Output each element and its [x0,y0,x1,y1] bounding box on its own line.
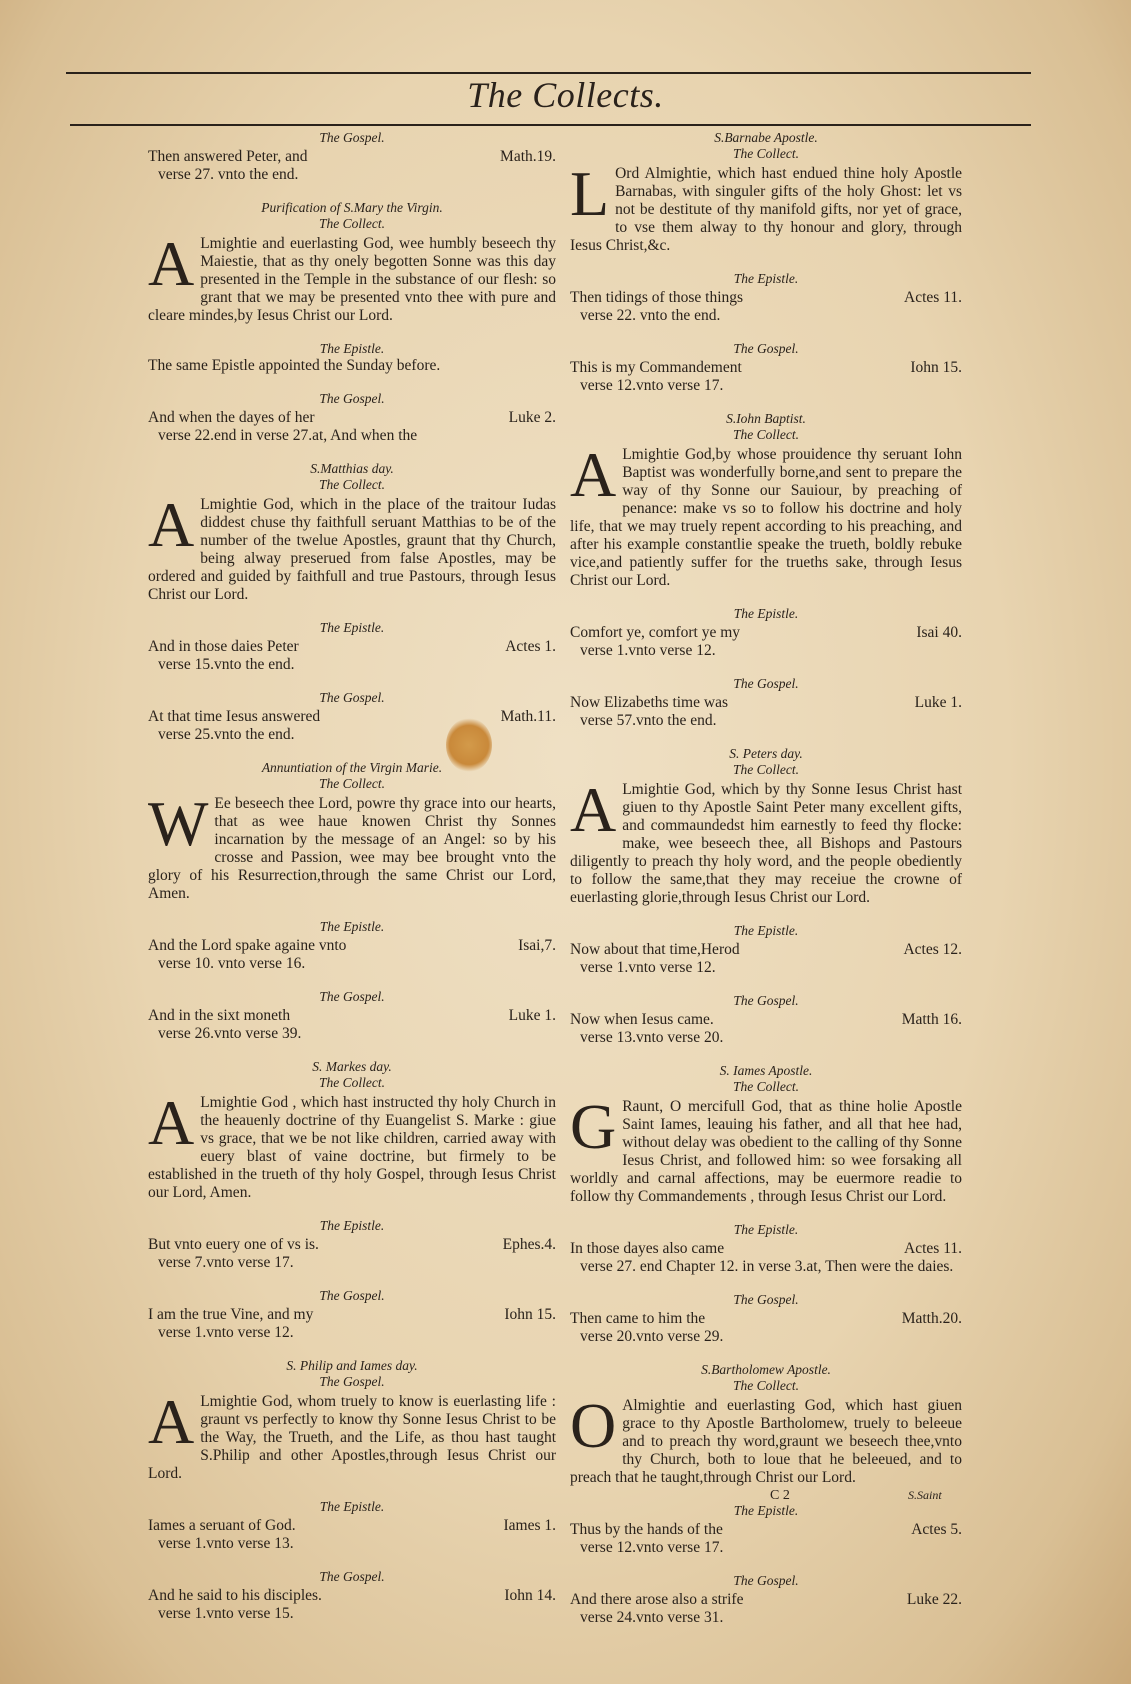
section-block [570,993,962,1047]
verse-range: verse 26.vnto verse 39. [158,1025,302,1042]
drop-initial: W [148,788,209,859]
scripture-citation: Iohn 14. [504,1587,556,1604]
section-block [570,1063,962,1206]
scripture-citation: Iohn 15. [910,359,962,376]
section-block [148,1288,556,1342]
signature-mark: C 2 [770,1488,790,1503]
scripture-citation: Iames 1. [503,1517,556,1534]
section-heading: The Epistle. [733,1503,799,1518]
collect-body: Ord Almightie, which hast endued thine holy Apostle Barnabas, with singuler gifts of the holy Ghost: let vs not be destitute of thy manifold gifts, nor yet of grace, to vse them alway to thy honour and glory, through Iesus Christ,&c. [570,165,962,254]
scripture-citation: Actes 11. [904,1240,962,1257]
reading-incipit: This is my Commandement [570,359,742,376]
section-block [570,411,962,590]
section-block [570,130,962,255]
reading-incipit: I am the true Vine, and my [148,1306,314,1323]
section-block [148,341,556,375]
scripture-citation: Matth 16. [901,1011,962,1028]
collect-body: Raunt, O mercifull God, that as thine holie Apostle Saint Iames, leauing his father, and all that hee had, without delay was obedient to the calling of thy Sonne Iesus Christ, and followed him: so wee forsaking all worldly and carnal affections, may be euermore readie to follow thy Commandements , through Iesus Christ our Lord. [570,1098,962,1205]
section-heading: The Epistle. [733,923,799,938]
reading-incipit: And he said to his disciples. [148,1587,322,1604]
collect-text [148,1386,556,1483]
section-heading: The Gospel. [733,1573,799,1588]
collect-body: Almightie and euerlasting God, which hast giuen grace to thy Apostle Bartholomew, truely to beleeue and to preach thy word,graunt we beseech thee,vnto thy Church, both to loue that he beleeued, and to preach that he taught,through Christ our Lord. [570,1397,962,1486]
section-heading: The Epistle. [733,271,799,286]
collect-body: Lmightie God, which by thy Sonne Iesus Christ hast giuen to thy Apostle Saint Peter many excellent gifts, and commaundedst him earnestly to feed thy flocke: make, wee beseech thee, all Bishops and Pastours diligently to preach thy holy word, and the people obediently to follow the same,that they may receiue the crowne of euerlasting glorie,through Iesus Christ our Lord. [570,781,962,906]
section-heading: The Gospel. [733,676,799,691]
section-block [148,690,556,744]
reading-reference [570,694,962,712]
scripture-citation: Math.19. [500,148,556,165]
section-block [148,130,556,184]
collect-text [570,1390,962,1487]
scripture-citation: Actes 1. [505,638,556,655]
scripture-citation: Isai 40. [916,624,962,641]
reading-reference [570,359,962,377]
reading-reference [570,289,962,307]
section-heading: Purification of S.Mary the Virgin. [261,200,443,215]
drop-initial: G [570,1091,617,1162]
section-block [148,1059,556,1202]
section-heading: The Epistle. [319,620,385,635]
section-block [570,341,962,395]
reading-reference [148,708,556,726]
section-block [148,200,556,325]
reading-reference [570,1310,962,1328]
section-heading: S.Barnabe Apostle. [714,130,818,145]
collect-text [148,1087,556,1202]
verse-range: verse 1.vnto verse 12. [158,1324,294,1341]
paper-stain [446,718,492,772]
scripture-citation: Luke 2. [508,409,556,426]
scripture-citation: Math.11. [500,708,556,725]
section-subheading: The Collect. [733,1079,799,1094]
verse-range: verse 10. vnto verse 16. [158,955,306,972]
reading-reference [148,1517,556,1535]
section-heading: S.Bartholomew Apostle. [701,1362,831,1377]
section-heading: The Gospel. [733,993,799,1008]
section-heading: S. Peters day. [729,746,803,761]
reading-incipit: And in the sixt moneth [148,1007,291,1024]
reading-incipit: And in those daies Peter [148,638,299,655]
section-heading: The Gospel. [319,690,385,705]
scripture-citation: Actes 12. [903,941,962,958]
collect-body: Lmightie God , which hast instructed thy holy Church in the heauenly doctrine of thy Euangelist S. Marke : giue vs grace, that we be not like children, carried away with euery blast of vaine doctrine, but firmely to be established in the trueth of thy holy Gospel, through Iesus Christ our Lord, Amen. [148,1094,556,1201]
section-heading: The Gospel. [319,130,385,145]
section-heading: The Gospel. [319,1288,385,1303]
section-block [570,271,962,325]
running-title: The Collects. [467,75,664,115]
section-heading: S.Matthias day. [310,461,394,476]
scripture-citation: Luke 1. [914,694,962,711]
collect-body: Ee beseech thee Lord, powre thy grace into our hearts, that as wee haue knowen Christ thy Sonnes incarnation by the message of an Angel: so by his crosse and Passion, wee may bee brought vnto the glory of his Resurrection,through the same Christ our Lord, Amen. [148,795,556,902]
scripture-citation: Matth.20. [901,1310,962,1327]
section-heading: S.Iohn Baptist. [726,411,806,426]
section-block [148,620,556,674]
section-block [570,676,962,730]
reading-reference [148,937,556,955]
collect-body: Lmightie and euerlasting God, wee humbly beseech thy Maiestie, that as thy onely begotten Sonne was this day presented in the Temple in the substance of our flesh: so grant that we may be presented vnto thee with pure and cleare mindes,by Iesus Christ our Lord. [148,235,556,324]
reading-incipit: Then came to him the [570,1310,706,1327]
collect-text [148,228,556,325]
drop-initial: A [570,774,617,845]
section-block [148,760,556,903]
verse-range: verse 24.vnto verse 31. [580,1609,724,1626]
section-block [148,989,556,1043]
drop-initial: A [148,228,195,299]
reading-reference [570,1521,962,1539]
scripture-citation: Actes 5. [911,1521,962,1538]
collect-text [570,439,962,590]
verse-range: verse 27. end Chapter 12. in verse 3.at, Then were the daies. [580,1258,954,1275]
section-heading: The Epistle. [319,341,385,356]
scripture-citation: Iohn 15. [504,1306,556,1323]
section-block [570,1503,962,1557]
reading-reference [148,1306,556,1324]
verse-range: verse 1.vnto verse 12. [580,642,716,659]
right-column [570,130,962,1643]
section-subheading: The Collect. [319,216,385,231]
verse-range: verse 25.vnto the end. [158,726,295,743]
scripture-citation: Luke 22. [906,1591,962,1608]
reading-reference [148,148,556,166]
section-heading: S. Iames Apostle. [719,1063,813,1078]
section-heading: The Epistle. [319,919,385,934]
reading-reference [148,638,556,656]
collect-text [570,158,962,255]
reading-incipit: Thus by the hands of the [570,1521,723,1538]
section-heading: The Epistle. [733,1222,799,1237]
verse-range: verse 1.vnto verse 12. [580,959,716,976]
section-heading: The Epistle. [319,1499,385,1514]
section-block [570,1362,962,1487]
section-subheading: The Collect. [319,776,385,791]
section-block [570,1292,962,1346]
reading-incipit: And there arose also a strife [570,1591,744,1608]
reading-incipit: And the Lord spake againe vnto [148,937,347,954]
reading-incipit: At that time Iesus answered [148,708,321,725]
drop-initial: L [570,158,610,229]
section-block [148,919,556,973]
section-heading: The Gospel. [319,391,385,406]
verse-range: verse 1.vnto verse 13. [158,1535,294,1552]
verse-range: verse 12.vnto verse 17. [580,1539,724,1556]
verse-range: verse 22.end in verse 27.at, And when the [158,427,418,444]
left-column [148,130,556,1639]
collect-text [148,489,556,604]
drop-initial: A [570,439,617,510]
verse-range: verse 20.vnto verse 29. [580,1328,724,1345]
section-block [570,746,962,907]
reading-reference [148,1236,556,1254]
collect-text [570,774,962,907]
section-subheading: The Collect. [733,762,799,777]
drop-initial: A [148,489,195,560]
reading-incipit: Comfort ye, comfort ye my [570,624,741,641]
section-heading: The Epistle. [319,1218,385,1233]
verse-range: verse 1.vnto verse 15. [158,1605,294,1622]
section-subheading: The Collect. [733,427,799,442]
collect-text [148,788,556,903]
reading-incipit: Now about that time,Herod [570,941,740,958]
reading-incipit: Now when Iesus came. [570,1011,714,1028]
section-subheading: The Collect. [319,1075,385,1090]
reading-incipit: In those dayes also came [570,1240,725,1257]
section-heading: S. Philip and Iames day. [286,1358,418,1373]
section-block [148,1358,556,1483]
section-block [570,606,962,660]
section-block [148,1569,556,1623]
section-heading: The Gospel. [319,989,385,1004]
verse-range: verse 22. vnto the end. [580,307,721,324]
reading-line: The same Epistle appointed the Sunday before. [148,357,441,374]
section-block [148,461,556,604]
section-heading: S. Markes day. [312,1059,392,1074]
reading-reference [570,624,962,642]
scripture-citation: Luke 1. [508,1007,556,1024]
reading-reference [148,409,556,427]
reading-incipit: Then answered Peter, and [148,148,308,165]
section-heading: The Gospel. [319,1569,385,1584]
reading-incipit: And when the dayes of her [148,409,315,426]
collect-body: Lmightie God, whom truely to know is euerlasting life : graunt vs perfectly to know thy Sonne Iesus Christ to be the Way, the Trueth, and the Life, as thou hast taught S.Philip and other Apostles,through Iesus Christ our Lord. [148,1393,556,1482]
section-block [148,1218,556,1272]
verse-range: verse 27. vnto the end. [158,166,299,183]
section-block [570,1573,962,1627]
reading-incipit: Now Elizabeths time was [570,694,728,711]
section-block [148,1499,556,1553]
drop-initial: A [148,1087,195,1158]
section-subheading: The Gospel. [319,1374,385,1389]
reading-reference [148,1587,556,1605]
section-subheading: The Collect. [733,146,799,161]
reading-reference [570,1240,962,1258]
verse-range: verse 7.vnto verse 17. [158,1254,294,1271]
section-block [148,391,556,445]
scripture-citation: Actes 11. [904,289,962,306]
section-subheading: The Collect. [733,1378,799,1393]
reading-reference [570,1591,962,1609]
drop-initial: O [570,1390,617,1461]
collect-text [570,1091,962,1206]
collect-body: Lmightie God,by whose prouidence thy seruant Iohn Baptist was wonderfully borne,and sent to prepare the way of thy Sonne our Sauiour, by preaching of penance: make vs so to follow his doctrine and holy life, that we may truely repent according to his preaching, and after his example constantlie speake the trueth, boldly rebuke vice,and patiently suffer for the trueths sake, through Iesus Christ our Lord. [570,446,962,589]
collect-body: Lmightie God, which in the place of the traitour Iudas diddest chuse thy faithfull seruant Matthias to be of the number of the twelue Apostles, graunt that thy Church, being alway preserued from false Apostles, may be ordered and guided by faithfull and true Pastours, through Iesus Christ our Lord. [148,496,556,603]
reading-reference [570,941,962,959]
section-heading: The Gospel. [733,341,799,356]
verse-range: verse 57.vnto the end. [580,712,717,729]
scripture-citation: Ephes.4. [502,1236,556,1253]
section-block [570,923,962,977]
drop-initial: A [148,1386,195,1457]
reading-reference [148,1007,556,1025]
section-heading: The Epistle. [733,606,799,621]
reading-incipit: Iames a seruant of God. [148,1517,296,1534]
catchword: S.Saint [908,1488,942,1502]
section-heading: The Gospel. [733,1292,799,1307]
reading-incipit: Then tidings of those things [570,289,744,306]
section-subheading: The Collect. [319,477,385,492]
scripture-citation: Isai,7. [518,937,556,954]
reading-reference [570,1011,962,1029]
verse-range: verse 12.vnto verse 17. [580,377,724,394]
reading-incipit: But vnto euery one of vs is. [148,1236,319,1253]
verse-range: verse 13.vnto verse 20. [580,1029,724,1046]
verse-range: verse 15.vnto the end. [158,656,295,673]
section-block [570,1222,962,1276]
header-rule-bottom [70,124,1031,126]
section-heading: Annuntiation of the Virgin Marie. [261,760,443,775]
